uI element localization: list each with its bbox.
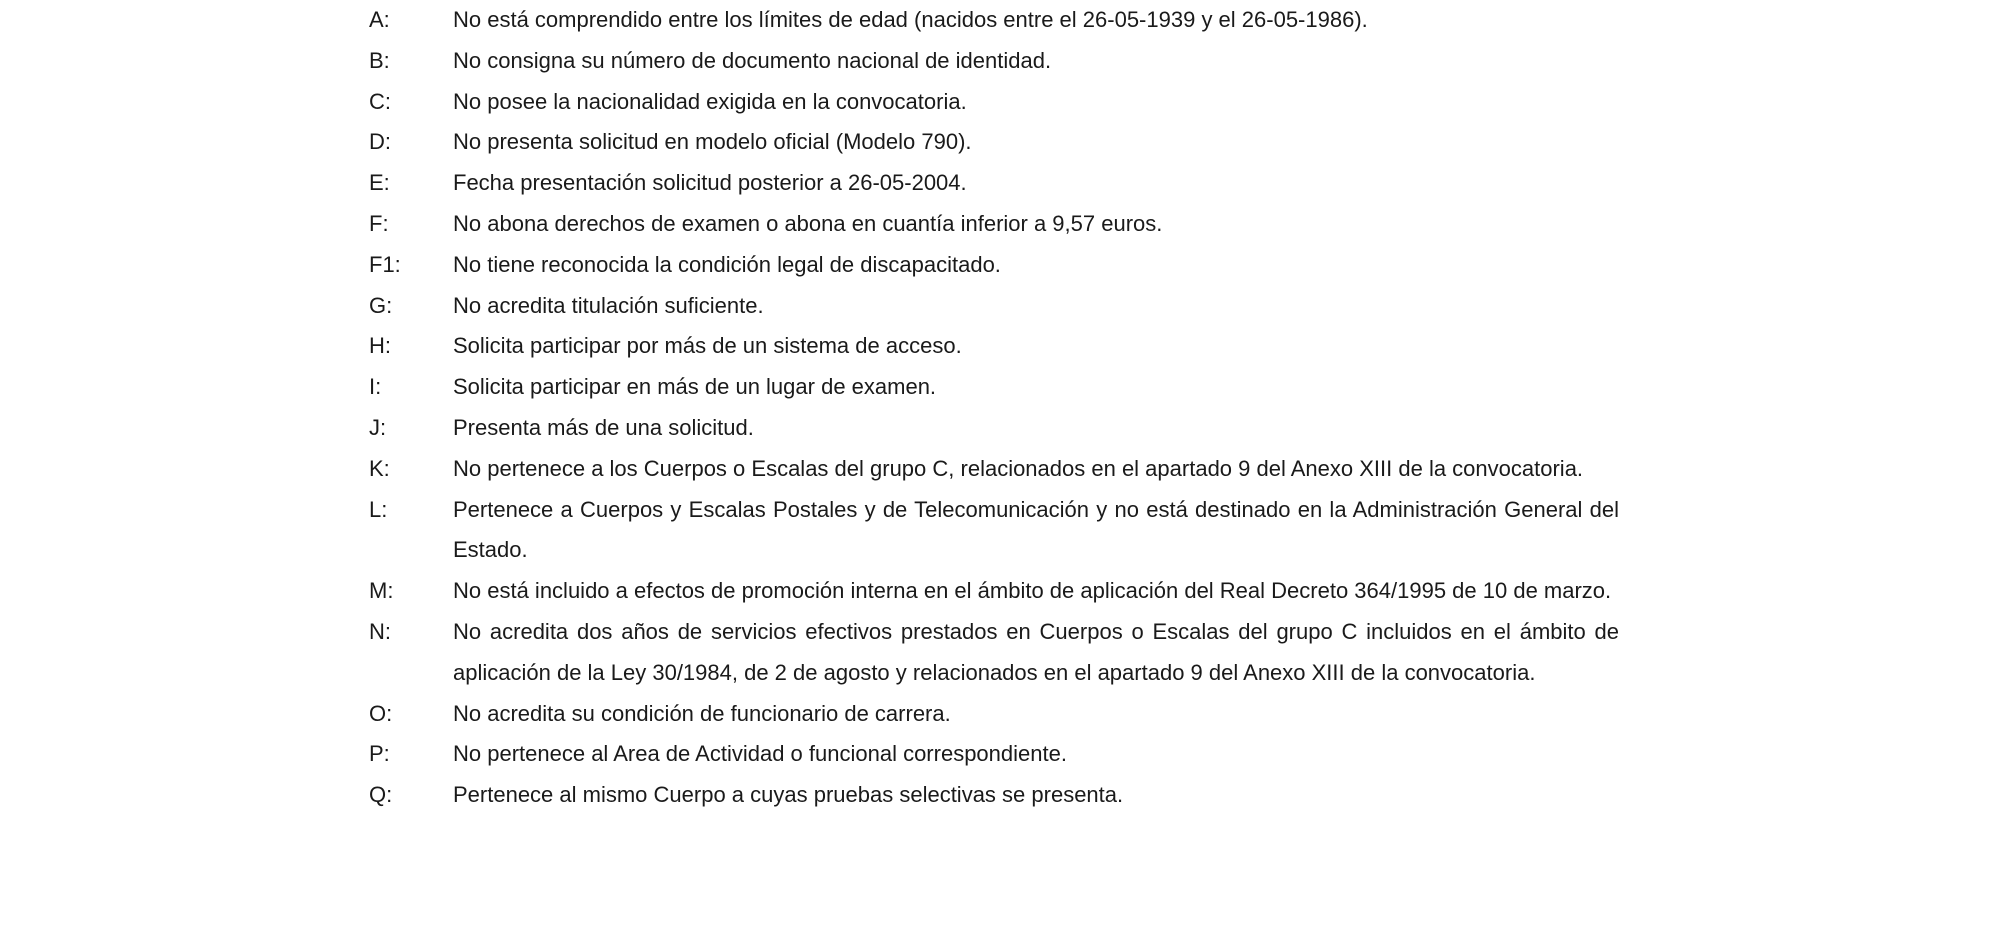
item-code: K:: [369, 455, 390, 481]
item-text: No acredita su condición de funcionario de carrera.: [453, 700, 951, 726]
item-code: I:: [369, 374, 382, 400]
item-code: F1:: [369, 251, 401, 277]
item-code: E:: [369, 170, 390, 196]
list-item: [369, 490, 1619, 572]
item-text: Fecha presentación solicitud posterior a 26-05-2004.: [453, 170, 967, 196]
list-item: [369, 82, 1619, 123]
item-code: O:: [369, 700, 393, 726]
list-item: [369, 775, 1619, 816]
list-item: [369, 571, 1619, 612]
list-item: [369, 163, 1619, 204]
item-text: No pertenece a los Cuerpos o Escalas del grupo C, relacionados en el apartado 9 del Anexo XIII de la convocatoria.: [453, 455, 1584, 481]
item-code: H:: [369, 333, 391, 359]
item-text: Pertenece a Cuerpos y Escalas Postales y de Telecomunicación y no está destinado en la Administración General del Estado.: [453, 496, 1619, 563]
item-code: J:: [369, 414, 387, 440]
item-text: No pertenece al Area de Actividad o funcional correspondiente.: [453, 741, 1067, 767]
item-text: Solicita participar en más de un lugar de examen.: [453, 374, 937, 400]
item-code: Q:: [369, 782, 393, 808]
item-code: N:: [369, 618, 391, 644]
item-code: D:: [369, 129, 391, 155]
item-code: B:: [369, 47, 390, 73]
list-item: [369, 734, 1619, 775]
list-item: [369, 41, 1619, 82]
list-item: [369, 204, 1619, 245]
item-text: Pertenece al mismo Cuerpo a cuyas pruebas selectivas se presenta.: [453, 782, 1124, 808]
list-item: [369, 286, 1619, 327]
list-item: [369, 0, 1619, 41]
item-text: No está comprendido entre los límites de edad (nacidos entre el 26-05-1939 y el 26-05-1986).: [453, 7, 1368, 32]
list-item: [369, 122, 1619, 163]
item-code: F:: [369, 210, 389, 236]
item-code: C:: [369, 88, 391, 114]
item-text: No acredita dos años de servicios efectivos prestados en Cuerpos o Escalas del grupo C incluidos en el ámbito de aplicación de la Ley 30/1984, de 2 de agosto y relacionados en el apartado 9 del Anexo XIII de la convocatoria.: [453, 618, 1619, 685]
item-code: M:: [369, 578, 394, 604]
list-item: [369, 449, 1619, 490]
item-text: Presenta más de una solicitud.: [453, 414, 754, 440]
list-item: [369, 326, 1619, 367]
item-text: No abona derechos de examen o abona en cuantía inferior a 9,57 euros.: [453, 210, 1163, 236]
item-code: A:: [369, 7, 390, 32]
item-text: Solicita participar por más de un sistema de acceso.: [453, 333, 962, 359]
item-text: No acredita titulación suficiente.: [453, 292, 764, 318]
item-text: No está incluido a efectos de promoción interna en el ámbito de aplicación del Real Decreto 364/1995 de 10 de marzo.: [453, 578, 1612, 604]
item-text: No posee la nacionalidad exigida en la convocatoria.: [453, 88, 967, 114]
item-code: L:: [369, 496, 388, 522]
item-text: No tiene reconocida la condición legal de discapacitado.: [453, 251, 1001, 277]
item-text: No presenta solicitud en modelo oficial (Modelo 790).: [453, 129, 972, 155]
list-item: [369, 694, 1619, 735]
item-code: G:: [369, 292, 393, 318]
item-text: No consigna su número de documento nacional de identidad.: [453, 47, 1052, 73]
exclusion-codes-list: [369, 0, 1619, 816]
list-item: [369, 245, 1619, 286]
list-item: [369, 612, 1619, 694]
list-item: [369, 408, 1619, 449]
item-code: P:: [369, 741, 390, 767]
list-item: [369, 367, 1619, 408]
